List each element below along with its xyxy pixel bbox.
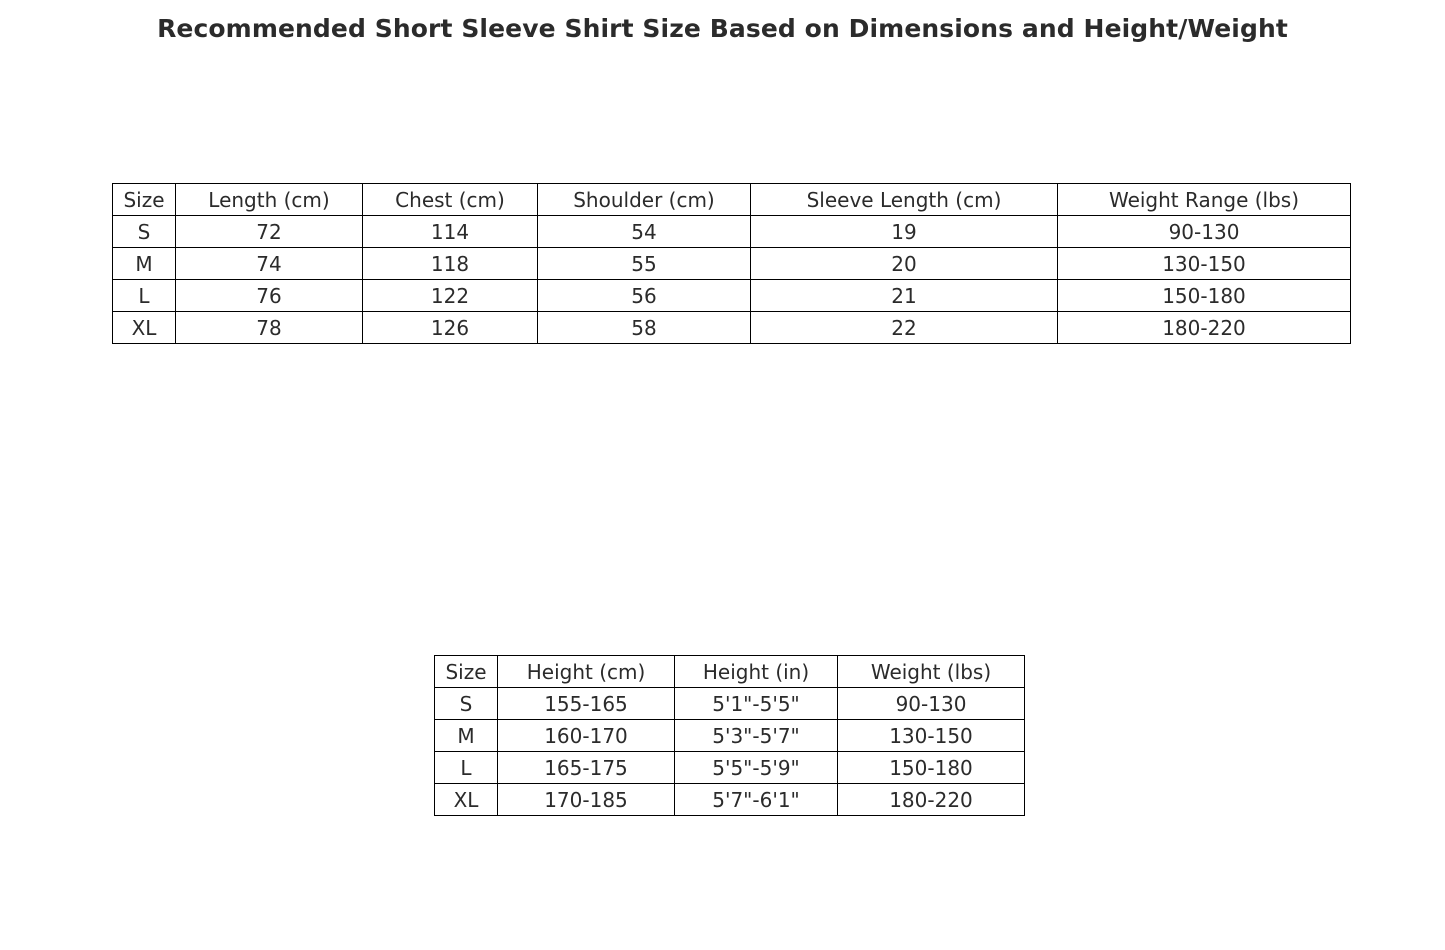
table-header-row: [113, 184, 1351, 216]
cell-length: 78: [176, 312, 363, 344]
cell-sleeve-length: 19: [751, 216, 1058, 248]
cell-weight-lbs: 130-150: [838, 720, 1025, 752]
cell-sleeve-length: 20: [751, 248, 1058, 280]
cell-weight-range: 90-130: [1058, 216, 1351, 248]
cell-size: L: [435, 752, 498, 784]
column-header-weight-range: Weight Range (lbs): [1058, 184, 1351, 216]
table-row: [113, 280, 1351, 312]
column-header-shoulder: Shoulder (cm): [538, 184, 751, 216]
cell-size: M: [113, 248, 176, 280]
column-header-size: Size: [113, 184, 176, 216]
cell-chest: 122: [363, 280, 538, 312]
cell-weight-lbs: 150-180: [838, 752, 1025, 784]
cell-sleeve-length: 21: [751, 280, 1058, 312]
column-header-size: Size: [435, 656, 498, 688]
table-row: [435, 752, 1025, 784]
column-header-chest: Chest (cm): [363, 184, 538, 216]
cell-chest: 118: [363, 248, 538, 280]
cell-height-cm: 155-165: [498, 688, 675, 720]
page-title: Recommended Short Sleeve Shirt Size Based on Dimensions and Height/Weight: [157, 14, 1288, 43]
cell-length: 74: [176, 248, 363, 280]
table-row: [113, 216, 1351, 248]
cell-chest: 114: [363, 216, 538, 248]
cell-size: XL: [435, 784, 498, 816]
table-row: [435, 688, 1025, 720]
column-header-weight-lbs: Weight (lbs): [838, 656, 1025, 688]
cell-weight-range: 130-150: [1058, 248, 1351, 280]
table-row: [435, 720, 1025, 752]
shirt-dimensions-table: [112, 183, 1351, 344]
cell-length: 72: [176, 216, 363, 248]
cell-size: S: [113, 216, 176, 248]
cell-weight-range: 150-180: [1058, 280, 1351, 312]
cell-height-cm: 160-170: [498, 720, 675, 752]
cell-chest: 126: [363, 312, 538, 344]
cell-shoulder: 56: [538, 280, 751, 312]
column-header-height-in: Height (in): [675, 656, 838, 688]
cell-height-in: 5'7"-6'1": [675, 784, 838, 816]
cell-shoulder: 54: [538, 216, 751, 248]
cell-sleeve-length: 22: [751, 312, 1058, 344]
cell-size: S: [435, 688, 498, 720]
height-weight-table: [434, 655, 1025, 816]
table-row: [435, 784, 1025, 816]
table-header-row: [435, 656, 1025, 688]
table-row: [113, 248, 1351, 280]
column-header-sleeve-length: Sleeve Length (cm): [751, 184, 1058, 216]
table-row: [113, 312, 1351, 344]
cell-weight-range: 180-220: [1058, 312, 1351, 344]
cell-height-in: 5'5"-5'9": [675, 752, 838, 784]
cell-weight-lbs: 90-130: [838, 688, 1025, 720]
cell-shoulder: 58: [538, 312, 751, 344]
cell-height-cm: 170-185: [498, 784, 675, 816]
cell-weight-lbs: 180-220: [838, 784, 1025, 816]
cell-shoulder: 55: [538, 248, 751, 280]
cell-size: L: [113, 280, 176, 312]
cell-size: XL: [113, 312, 176, 344]
cell-height-in: 5'3"-5'7": [675, 720, 838, 752]
cell-size: M: [435, 720, 498, 752]
cell-height-cm: 165-175: [498, 752, 675, 784]
cell-length: 76: [176, 280, 363, 312]
column-header-height-cm: Height (cm): [498, 656, 675, 688]
cell-height-in: 5'1"-5'5": [675, 688, 838, 720]
column-header-length: Length (cm): [176, 184, 363, 216]
